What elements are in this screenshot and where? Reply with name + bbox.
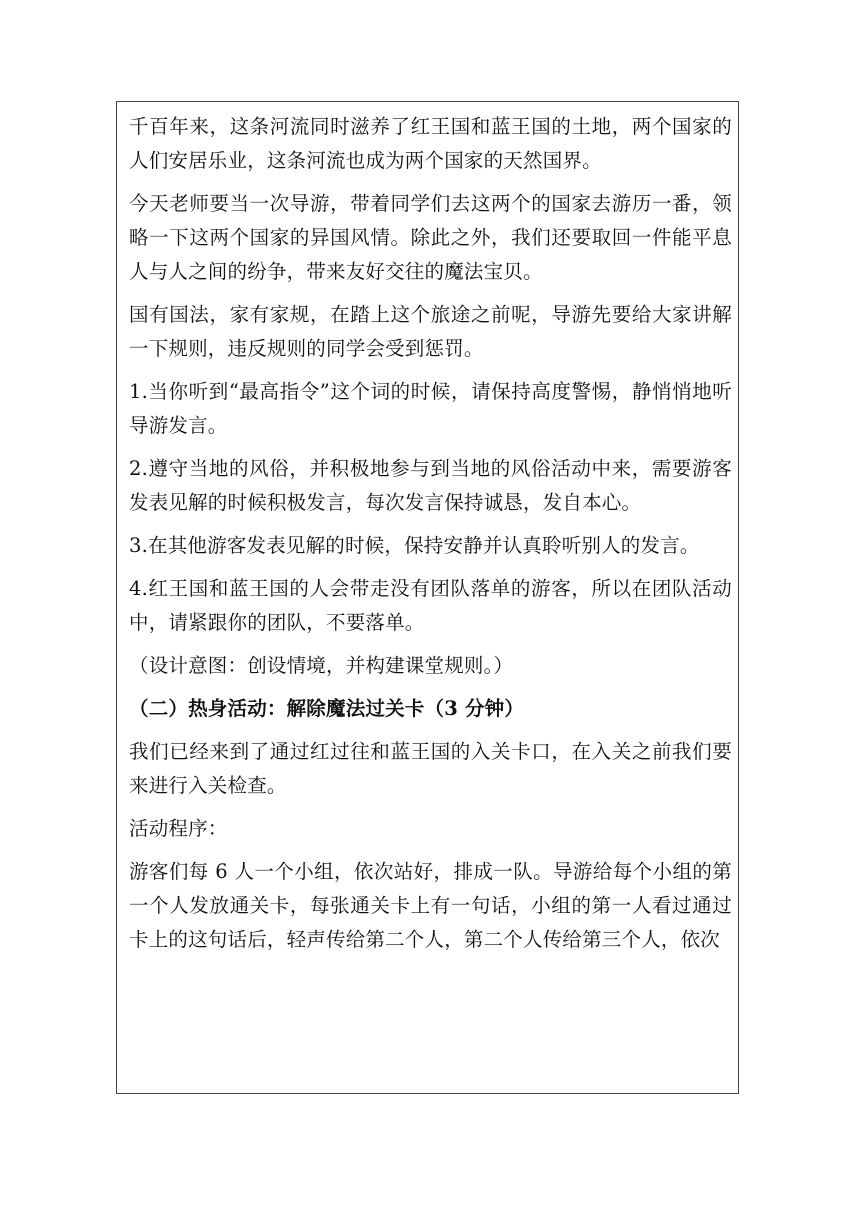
activity-procedure-label: 活动程序：: [129, 817, 228, 840]
design-intent-note: （设计意图：创设情境，并构建课堂规则。）: [129, 654, 514, 677]
rule-2: 2.遵守当地的风俗，并积极地参与到当地的风俗活动中来，需要游客发表见解的时候积极发言，每次发言保持诚恳，发自本心。: [129, 457, 732, 514]
paragraph: 国有国法，家有家规，在踏上这个旅途之前呢，导游先要给大家讲解一下规则，违反规则的同学会受到惩罚。: [129, 303, 732, 360]
document-content: [129, 110, 732, 966]
section-heading: （二）热身活动：解除魔法过关卡（3 分钟）: [129, 697, 525, 720]
paragraph: 我们已经来到了通过红过往和蓝王国的入关卡口，在入关之前我们要来进行入关检查。: [129, 740, 732, 797]
rule-4: 4.红王国和蓝王国的人会带走没有团队落单的游客，所以在团队活动中，请紧跟你的团队，不要落单。: [129, 577, 732, 634]
paragraph: 千百年来，这条河流同时滋养了红王国和蓝王国的土地，两个国家的人们安居乐业，这条河流也成为两个国家的天然国界。: [129, 115, 732, 172]
rule-1: 1.当你听到“最高指令”这个词的时候，请保持高度警惕，静悄悄地听导游发言。: [129, 380, 732, 437]
table-cell-border: [116, 101, 739, 1094]
rule-3: 3.在其他游客发表见解的时候，保持安静并认真聆听别人的发言。: [129, 534, 700, 557]
paragraph: 今天老师要当一次导游，带着同学们去这两个的国家去游历一番，领略一下这两个国家的异国风情。除此之外，我们还要取回一件能平息人与人之间的纷争，带来友好交往的魔法宝贝。: [129, 192, 732, 283]
paragraph: 游客们每 6 人一个小组，依次站好，排成一队。导游给每个小组的第一个人发放通关卡，每张通关卡上有一句话，小组的第一人看过通过卡上的这句话后，轻声传给第二个人，第二个人传给第三个人，依次: [129, 860, 732, 951]
